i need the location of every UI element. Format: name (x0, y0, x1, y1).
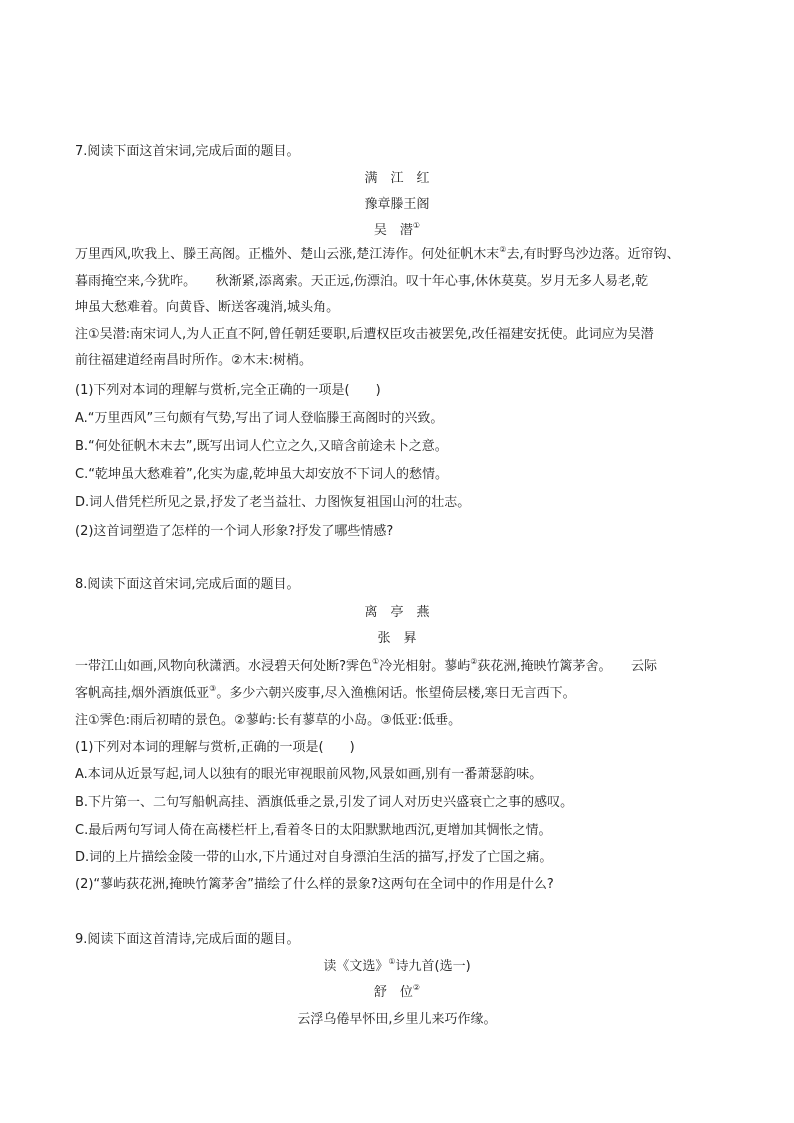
q7-intro: 7.阅读下面这首宋词,完成后面的题目。 (75, 144, 300, 159)
q7-option-d: D.词人借凭栏所见之景,抒发了老当益壮、力图恢复祖国山河的壮志。 (75, 495, 471, 510)
footnote-marker: ② (499, 245, 507, 254)
q8-notes: 注①霁色:雨后初晴的景色。②蓼屿:长有蓼草的小岛。③低亚:低垂。 (75, 713, 462, 728)
q8-option-d: D.词的上片描绘金陵一带的山水,下片通过对自身漂泊生活的描写,抒发了亡国之痛。 (75, 850, 553, 865)
q8-option-c: C.最后两句写词人倚在高楼栏杆上,看着冬日的太阳默默地西沉,更增加其惆怅之情。 (75, 823, 552, 838)
footnote-marker: ① (372, 657, 380, 666)
q8-poem-line: 一带江山如画,风物向秋潇洒。水浸碧天何处断?霁色①冷光相射。蓼屿②荻花洲,掩映竹篱茅舍。 云际 (75, 657, 658, 674)
q8-option-b: B.下片第一、二句写船帆高挂、酒旗低垂之景,引发了词人对历史兴盛衰亡之事的感叹。 (75, 795, 574, 810)
q7-question-1: (1)下列对本词的理解与赏析,完全正确的一项是( ) (75, 383, 381, 398)
q8-question-1: (1)下列对本词的理解与赏析,正确的一项是( ) (75, 740, 355, 755)
q7-poem-line: 坤虽大愁难着。向黄昏、断送客魂消,城头角。 (75, 300, 340, 315)
q9-poem-line: 云浮乌倦早怀田,乡里儿来巧作缘。 (297, 1012, 497, 1027)
q8-poem-title: 离 亭 燕 (364, 605, 430, 620)
q7-option-a: A.“万里西风”三句颇有气势,写出了词人登临滕王高阁时的兴致。 (75, 411, 444, 426)
q7-poem-line: 万里西风,吹我上、滕王高阁。正槛外、楚山云涨,楚江涛作。何处征帆木末②去,有时野鸟沙边落。近帘钩、 (75, 245, 680, 262)
q7-poem-line: 暮雨掩空来,今犹昨。 秋渐紧,添离索。天正远,伤漂泊。叹十年心事,休休莫莫。岁月无多人易老,乾 (75, 274, 649, 289)
footnote-marker: ② (470, 657, 478, 666)
q8-poem-author: 张 昪 (377, 631, 417, 646)
footnote-marker: ① (388, 957, 396, 966)
footnote-marker: ② (412, 983, 421, 992)
q8-question-2: (2)“蓼屿荻花洲,掩映竹篱茅舍”描绘了什么样的景象?这两句在全词中的作用是什么? (75, 877, 554, 892)
q7-option-c: C.“乾坤虽大愁难着”,化实为虚,乾坤虽大却安放不下词人的愁情。 (75, 467, 448, 482)
q7-note-line: 前往福建道经南昌时所作。②木末:树梢。 (75, 353, 313, 368)
q9-poem-title: 读《文选》①诗九首(选一) (323, 957, 471, 974)
q7-poem-title: 满 江 红 (364, 171, 430, 186)
q7-question-2: (2)这首词塑造了怎样的一个词人形象?抒发了哪些情感? (75, 524, 394, 539)
q8-intro: 8.阅读下面这首宋词,完成后面的题目。 (75, 577, 300, 592)
q7-note-line: 注①吴潜:南宋词人,为人正直不阿,曾任朝廷要职,后遭权臣攻击被罢免,改任福建安抚使。此词应为吴潜 (75, 327, 654, 342)
q7-option-b: B.“何处征帆木末去”,既写出词人伫立之久,又暗含前途未卜之意。 (75, 439, 448, 454)
q9-poem-author: 舒 位② (373, 983, 421, 1000)
q9-intro: 9.阅读下面这首清诗,完成后面的题目。 (75, 932, 300, 947)
footnote-marker: ③ (209, 684, 217, 693)
q7-poem-subtitle: 豫章滕王阁 (364, 197, 430, 212)
q8-option-a: A.本词从近景写起,词人以独有的眼光审视眼前风物,风景如画,别有一番萧瑟韵味。 (75, 767, 543, 782)
q7-poem-author: 吴 潜① (373, 221, 421, 238)
q8-poem-line: 客帆高挂,烟外酒旗低亚③。多少六朝兴废事,尽入渔樵闲话。怅望倚层楼,寒日无言西下。 (75, 684, 576, 701)
footnote-marker: ① (412, 221, 421, 230)
